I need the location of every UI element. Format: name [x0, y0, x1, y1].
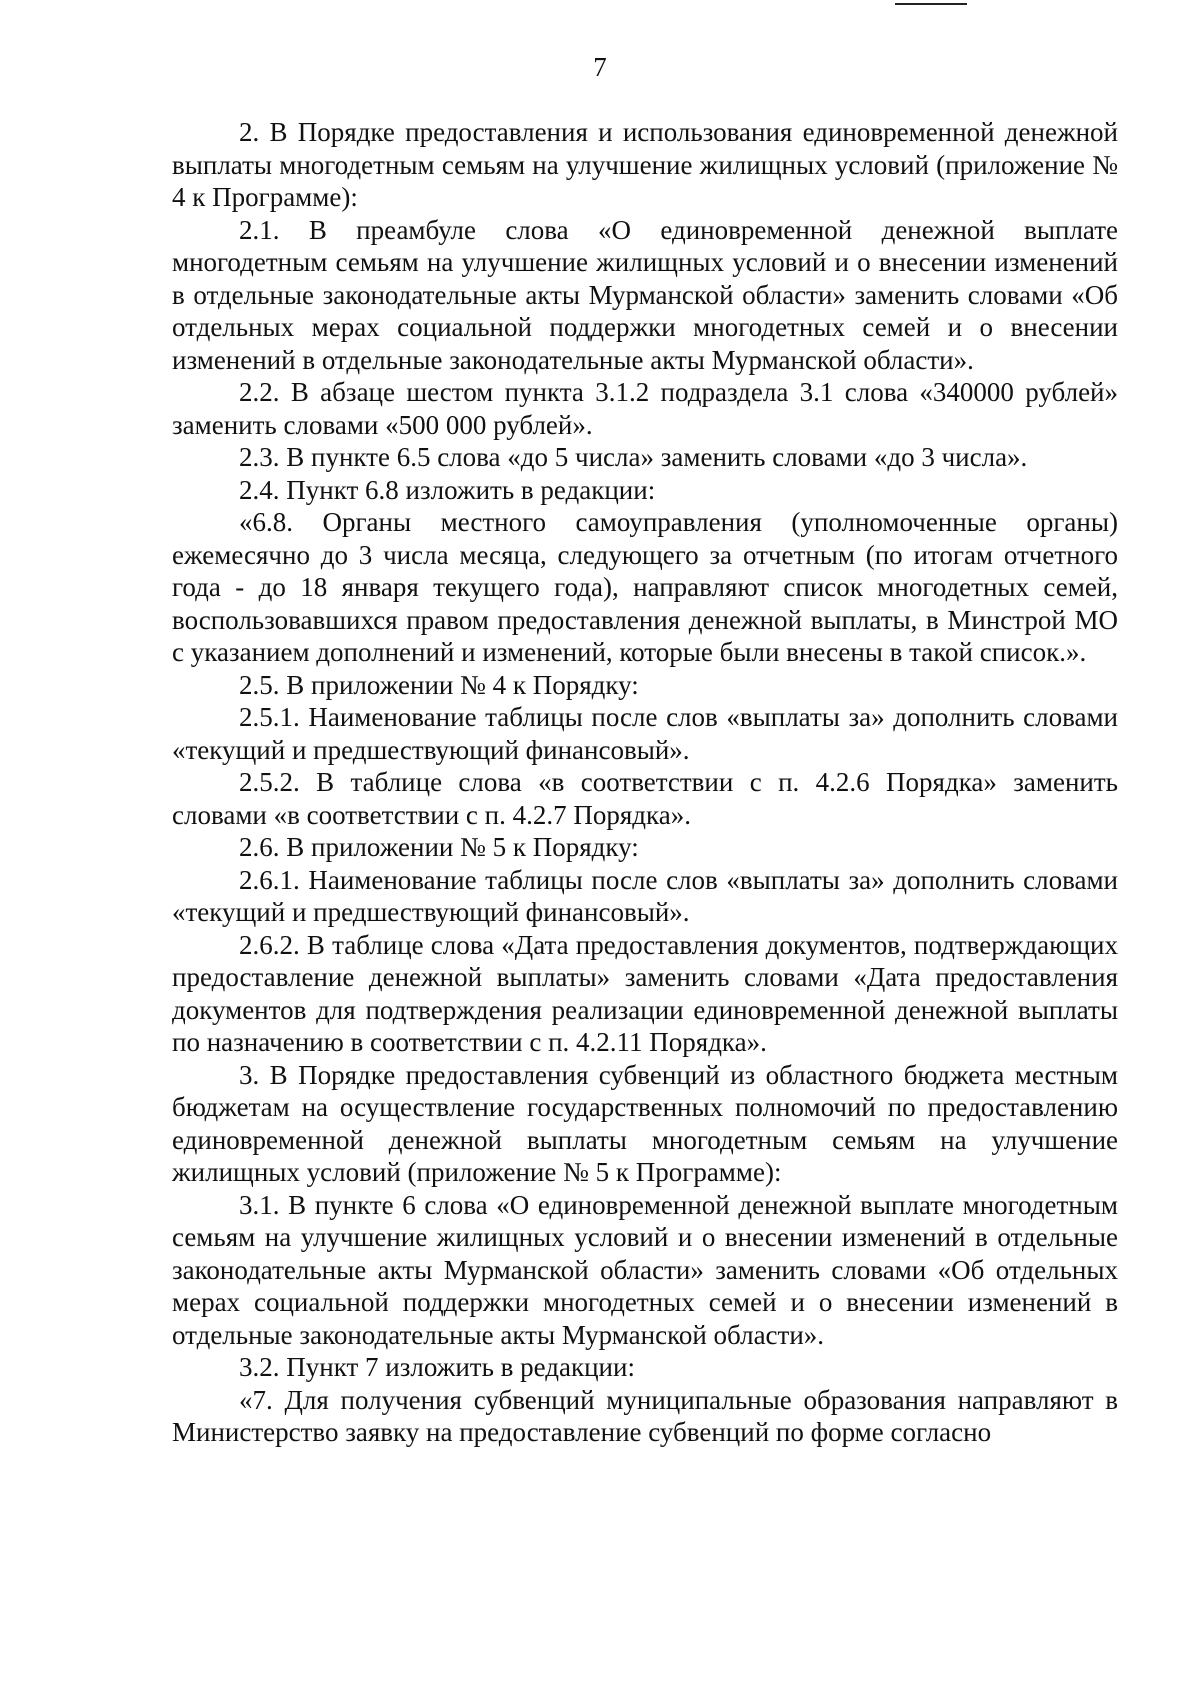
- paragraph-2-3: 2.3. В пункте 6.5 слова «до 5 числа» заменить словами «до 3 числа».: [239, 442, 1028, 472]
- paragraph-3-2: 3.2. Пункт 7 изложить в редакции:: [239, 1352, 635, 1382]
- paragraph-2-1: 2.1. В преамбуле слова «О единовременной денежной выплате многодетным семьям на улучшение жилищных условий и о внесении изменений в отдельные законодательные акты Мурманской области» заменить словами «Об отдельных мерах социальной поддержки многодетных семей и о внесении изменений в отдельные законодательные акты Мурманской области».: [172, 214, 1118, 375]
- paragraph-2-6-2: 2.6.2. В таблице слова «Дата предоставления документов, подтверждающих предоставление денежной выплаты» заменить словами «Дата предоставления документов для подтверждения реализации единовременной денежной выплаты по назначению в соответствии с п. 4.2.11 Порядка».: [172, 929, 1118, 1057]
- paragraph-3-1: 3.1. В пункте 6 слова «О единовременной денежной выплате многодетным семьям на улучшение жилищных условий и о внесении изменений в отдельные законодательные акты Мурманской области» заменить словами «Об отдельных мерах социальной поддержки многодетных семей и о внесении изменений в отдельные законодательные акты Мурманской области».: [172, 1189, 1118, 1350]
- page-number: 7: [593, 52, 607, 82]
- paragraph-6-8-quote: «6.8. Органы местного самоуправления (уполномоченные органы) ежемесячно до 3 числа месяца, следующего за отчетным (по итогам отчетного года - до 18 января текущего года), направляют список многодетных семей, воспользовавшихся правом предоставления денежной выплаты, в Минстрой МО с указанием дополнений и изменений, которые были внесены в такой список.».: [172, 507, 1118, 667]
- paragraph-2-5: 2.5. В приложении № 4 к Порядку:: [239, 669, 639, 700]
- paragraph-2-5-2: 2.5.2. В таблице слова «в соответствии с п. 4.2.6 Порядка» заменить словами «в соответствии с п. 4.2.7 Порядка».: [172, 767, 1118, 830]
- paragraph-7-quote: «7. Для получения субвенций муниципальные образования направляют в Министерство заявку на предоставление субвенций по форме согласно: [172, 1384, 1118, 1447]
- document-body: [172, 116, 1118, 1449]
- paragraph-2-6-1: 2.6.1. Наименование таблицы после слов «выплаты за» дополнить словами «текущий и предшествующий финансовый».: [172, 864, 1118, 927]
- paragraph-2-6: 2.6. В приложении № 5 к Порядку:: [239, 832, 639, 862]
- paragraph-2-4: 2.4. Пункт 6.8 изложить в редакции:: [239, 474, 656, 505]
- paragraph-2-5-1: 2.5.1. Наименование таблицы после слов «выплаты за» дополнить словами «текущий и предшествующий финансовый».: [172, 702, 1118, 765]
- paragraph-2: 2. В Порядке предоставления и использования единовременной денежной выплаты многодетным семьям на улучшение жилищных условий (приложение № 4 к Программе):: [172, 117, 1118, 212]
- paragraph-3: 3. В Порядке предоставления субвенций из областного бюджета местным бюджетам на осуществление государственных полномочий по предоставлению единовременной денежной выплаты многодетным семьям на улучшение жилищных условий (приложение № 5 к Программе):: [172, 1059, 1118, 1187]
- top-rule: [895, 3, 967, 5]
- paragraph-2-2: 2.2. В абзаце шестом пункта 3.1.2 подраздела 3.1 слова «340000 рублей» заменить словами «500 000 рублей».: [172, 377, 1118, 440]
